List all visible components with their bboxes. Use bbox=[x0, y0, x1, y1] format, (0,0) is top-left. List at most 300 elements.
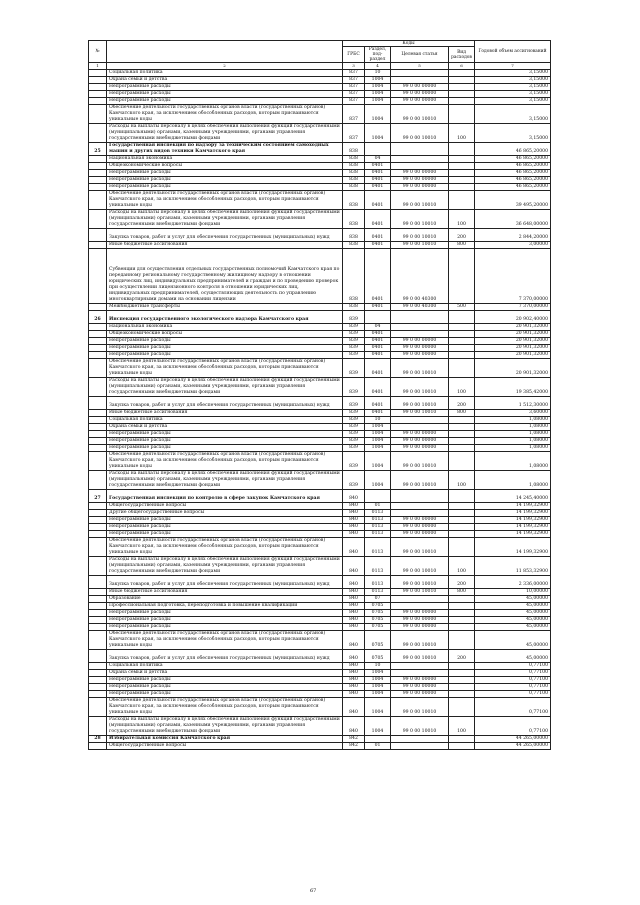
row-grbs: 838 bbox=[343, 304, 365, 311]
table-row bbox=[89, 359, 551, 378]
row-razdel: 0401 bbox=[365, 210, 391, 229]
row-target: 99 0 00 10010 bbox=[391, 397, 449, 410]
row-razdel bbox=[365, 311, 391, 324]
row-target bbox=[391, 70, 449, 77]
row-vid: 800 bbox=[449, 410, 475, 417]
row-name: Национальная экономика bbox=[107, 156, 343, 163]
row-grbs: 837 bbox=[343, 77, 365, 84]
row-sum: 1,08000 bbox=[475, 471, 551, 490]
row-number bbox=[89, 538, 107, 557]
row-grbs: 840 bbox=[343, 663, 365, 670]
row-grbs: 838 bbox=[343, 210, 365, 229]
row-grbs: 842 bbox=[343, 736, 365, 743]
row-grbs: 840 bbox=[343, 670, 365, 677]
table-row bbox=[89, 105, 551, 124]
row-number bbox=[89, 576, 107, 589]
table-row bbox=[89, 163, 551, 170]
row-vid: 500 bbox=[449, 304, 475, 311]
table-row bbox=[89, 378, 551, 397]
row-grbs: 839 bbox=[343, 410, 365, 417]
row-target: 99 0 00 00000 bbox=[391, 610, 449, 617]
row-target: 99 0 00 00000 bbox=[391, 170, 449, 177]
row-name: Непрограммные расходы bbox=[107, 677, 343, 684]
row-sum: 0,77100 bbox=[475, 677, 551, 684]
row-razdel bbox=[365, 736, 391, 743]
row-number bbox=[89, 517, 107, 524]
row-grbs: 840 bbox=[343, 650, 365, 663]
row-name: Непрограммные расходы bbox=[107, 91, 343, 98]
row-razdel: 0113 bbox=[365, 531, 391, 538]
table-row bbox=[89, 77, 551, 84]
row-number bbox=[89, 242, 107, 249]
row-grbs: 840 bbox=[343, 631, 365, 650]
row-grbs: 840 bbox=[343, 684, 365, 691]
row-name: Общегосударственные вопросы bbox=[107, 503, 343, 510]
row-vid bbox=[449, 352, 475, 359]
row-vid bbox=[449, 510, 475, 517]
row-number bbox=[89, 610, 107, 617]
row-razdel: 1004 bbox=[365, 677, 391, 684]
row-razdel: 0401 bbox=[365, 352, 391, 359]
row-target: 99 0 00 00000 bbox=[391, 677, 449, 684]
row-target: 99 0 00 00000 bbox=[391, 684, 449, 691]
table-row bbox=[89, 677, 551, 684]
row-target: 99 0 00 40300 bbox=[391, 304, 449, 311]
codes-header: Коды bbox=[343, 41, 475, 47]
row-number bbox=[89, 684, 107, 691]
row-razdel: 1004 bbox=[365, 684, 391, 691]
row-sum: 3,15000 bbox=[475, 84, 551, 91]
row-grbs: 840 bbox=[343, 717, 365, 736]
row-target bbox=[391, 603, 449, 610]
row-grbs: 842 bbox=[343, 743, 365, 750]
row-vid bbox=[449, 445, 475, 452]
row-sum: 0,77100 bbox=[475, 670, 551, 677]
row-grbs: 840 bbox=[343, 557, 365, 576]
row-name: Непрограммные расходы bbox=[107, 617, 343, 624]
row-name: Непрограммные расходы bbox=[107, 338, 343, 345]
col-name-header bbox=[107, 41, 343, 63]
row-number bbox=[89, 624, 107, 631]
table-row bbox=[89, 589, 551, 596]
table-row bbox=[89, 345, 551, 352]
row-vid bbox=[449, 517, 475, 524]
row-number bbox=[89, 397, 107, 410]
table-row bbox=[89, 471, 551, 490]
row-grbs: 838 bbox=[343, 242, 365, 249]
row-vid bbox=[449, 684, 475, 691]
row-number bbox=[89, 717, 107, 736]
row-vid: 100 bbox=[449, 717, 475, 736]
row-sum: 3,15000 bbox=[475, 98, 551, 105]
row-name: Общеэкономические вопросы bbox=[107, 163, 343, 170]
row-target: 99 0 00 10010 bbox=[391, 452, 449, 471]
row-razdel: 1004 bbox=[365, 431, 391, 438]
row-razdel: 1004 bbox=[365, 438, 391, 445]
row-name: Расходы на выплаты персоналу в целях обеспечения выполнения функций государственными (муниципальными) органами, казенными учреждениями, органами управления государственными внебюджетными фондами bbox=[107, 210, 343, 229]
row-name: Непрограммные расходы bbox=[107, 624, 343, 631]
row-name: Закупка товаров, работ и услуг для обеспечения государственных (муниципальных) нужд bbox=[107, 650, 343, 663]
row-vid bbox=[449, 624, 475, 631]
budget-table-page bbox=[88, 40, 550, 750]
row-vid bbox=[449, 98, 475, 105]
row-vid bbox=[449, 617, 475, 624]
row-target bbox=[391, 736, 449, 743]
row-razdel: 0401 bbox=[365, 331, 391, 338]
row-sum: 3,15000 bbox=[475, 70, 551, 77]
row-razdel: 1004 bbox=[365, 98, 391, 105]
row-sum: 44 265,00000 bbox=[475, 743, 551, 750]
row-name: Непрограммные расходы bbox=[107, 691, 343, 698]
row-razdel: 0401 bbox=[365, 177, 391, 184]
col-sum-header: Годовой объем ассигнований bbox=[475, 41, 551, 63]
row-grbs: 838 bbox=[343, 249, 365, 304]
row-sum: 20 901,32000 bbox=[475, 359, 551, 378]
row-number: 25 bbox=[89, 143, 107, 156]
row-vid bbox=[449, 345, 475, 352]
row-name: Государственная инспекция по контролю в сфере закупок Камчатского края bbox=[107, 490, 343, 503]
row-number bbox=[89, 229, 107, 242]
row-vid bbox=[449, 503, 475, 510]
row-razdel: 0401 bbox=[365, 378, 391, 397]
table-row bbox=[89, 324, 551, 331]
table-row bbox=[89, 84, 551, 91]
row-razdel: 0401 bbox=[365, 304, 391, 311]
row-target: 99 0 00 10010 bbox=[391, 471, 449, 490]
row-grbs: 839 bbox=[343, 352, 365, 359]
row-grbs: 839 bbox=[343, 417, 365, 424]
row-razdel: 0705 bbox=[365, 624, 391, 631]
row-target: 99 0 00 00000 bbox=[391, 338, 449, 345]
table-row bbox=[89, 736, 551, 743]
row-name: Иные бюджетные ассигнования bbox=[107, 410, 343, 417]
row-number bbox=[89, 650, 107, 663]
row-vid bbox=[449, 603, 475, 610]
table-row bbox=[89, 698, 551, 717]
row-razdel: 1004 bbox=[365, 84, 391, 91]
row-razdel: 0401 bbox=[365, 410, 391, 417]
row-name: Непрограммные расходы bbox=[107, 524, 343, 531]
col-vid-header: Вид расходов bbox=[449, 47, 475, 63]
row-number bbox=[89, 98, 107, 105]
row-number bbox=[89, 524, 107, 531]
row-target bbox=[391, 77, 449, 84]
row-razdel: 0113 bbox=[365, 538, 391, 557]
row-number bbox=[89, 596, 107, 603]
row-target: 99 0 00 10010 bbox=[391, 105, 449, 124]
row-sum: 46 865,20000 bbox=[475, 143, 551, 156]
row-razdel: 1004 bbox=[365, 91, 391, 98]
row-sum: 1 512,30000 bbox=[475, 397, 551, 410]
row-razdel: 01 bbox=[365, 503, 391, 510]
table-row bbox=[89, 229, 551, 242]
row-vid: 100 bbox=[449, 471, 475, 490]
row-target bbox=[391, 311, 449, 324]
row-vid: 200 bbox=[449, 650, 475, 663]
row-sum: 45,00000 bbox=[475, 610, 551, 617]
row-sum: 3,60000 bbox=[475, 410, 551, 417]
row-razdel bbox=[365, 143, 391, 156]
row-name: Непрограммные расходы bbox=[107, 177, 343, 184]
table-row bbox=[89, 170, 551, 177]
table-row bbox=[89, 311, 551, 324]
row-razdel: 0401 bbox=[365, 345, 391, 352]
row-number bbox=[89, 338, 107, 345]
row-razdel: 04 bbox=[365, 156, 391, 163]
row-grbs: 840 bbox=[343, 490, 365, 503]
row-sum: 46 865,20000 bbox=[475, 184, 551, 191]
row-grbs: 837 bbox=[343, 105, 365, 124]
table-row bbox=[89, 663, 551, 670]
row-name: Расходы на выплаты персоналу в целях обеспечения выполнения функций государственными (муниципальными) органами, казенными учреждениями, органами управления государственными внебюджетными фондами bbox=[107, 378, 343, 397]
row-target: 99 0 00 10010 bbox=[391, 378, 449, 397]
row-vid bbox=[449, 431, 475, 438]
row-grbs: 839 bbox=[343, 345, 365, 352]
row-vid: 100 bbox=[449, 124, 475, 143]
row-number bbox=[89, 331, 107, 338]
row-vid bbox=[449, 663, 475, 670]
row-name: Обеспечение деятельности государственных органов власти (государственных органов) Камчатского края, за исключением обособленных расходов, которым присваиваются уникальные коды bbox=[107, 105, 343, 124]
table-row bbox=[89, 352, 551, 359]
row-target bbox=[391, 163, 449, 170]
row-name: Охрана семьи и детства bbox=[107, 77, 343, 84]
row-target bbox=[391, 143, 449, 156]
table-row bbox=[89, 410, 551, 417]
row-vid: 100 bbox=[449, 378, 475, 397]
row-number bbox=[89, 84, 107, 91]
row-number bbox=[89, 438, 107, 445]
row-grbs: 840 bbox=[343, 698, 365, 717]
row-grbs: 838 bbox=[343, 156, 365, 163]
row-sum: 14 199,32900 bbox=[475, 524, 551, 531]
row-target: 99 0 00 00000 bbox=[391, 177, 449, 184]
row-sum: 3,15000 bbox=[475, 91, 551, 98]
row-target: 99 0 00 00000 bbox=[391, 98, 449, 105]
row-razdel: 0705 bbox=[365, 617, 391, 624]
row-grbs: 840 bbox=[343, 531, 365, 538]
row-sum: 45,00000 bbox=[475, 624, 551, 631]
row-name: Расходы на выплаты персоналу в целях обеспечения выполнения функций государственными (муниципальными) органами, казенными учреждениями, органами управления государственными внебюджетными фондами bbox=[107, 124, 343, 143]
row-grbs: 840 bbox=[343, 617, 365, 624]
row-number bbox=[89, 663, 107, 670]
row-number bbox=[89, 471, 107, 490]
row-target bbox=[391, 743, 449, 750]
row-number bbox=[89, 170, 107, 177]
row-number bbox=[89, 345, 107, 352]
row-razdel: 0705 bbox=[365, 631, 391, 650]
row-target: 99 0 00 00000 bbox=[391, 345, 449, 352]
row-sum: 1,08000 bbox=[475, 438, 551, 445]
row-number bbox=[89, 105, 107, 124]
col-target-header: Целевая статья bbox=[391, 47, 449, 63]
row-vid bbox=[449, 490, 475, 503]
row-target: 99 0 00 10010 bbox=[391, 410, 449, 417]
row-razdel: 0401 bbox=[365, 191, 391, 210]
row-target: 99 0 00 00000 bbox=[391, 531, 449, 538]
row-razdel: 0401 bbox=[365, 242, 391, 249]
row-name: Избирательная комиссия Камчатского края bbox=[107, 736, 343, 743]
row-target bbox=[391, 424, 449, 431]
row-sum: 1,08000 bbox=[475, 417, 551, 424]
row-number bbox=[89, 70, 107, 77]
row-name: Государственная инспекция по надзору за техническим состоянием самоходных машин и других видов техники Камчатского края bbox=[107, 143, 343, 156]
row-sum: 0,77100 bbox=[475, 684, 551, 691]
row-vid bbox=[449, 156, 475, 163]
row-vid bbox=[449, 311, 475, 324]
row-vid bbox=[449, 452, 475, 471]
row-number bbox=[89, 91, 107, 98]
table-row bbox=[89, 177, 551, 184]
table-row bbox=[89, 717, 551, 736]
row-grbs: 837 bbox=[343, 91, 365, 98]
row-number bbox=[89, 378, 107, 397]
row-number bbox=[89, 670, 107, 677]
row-grbs: 840 bbox=[343, 517, 365, 524]
row-name: Общегосударственные вопросы bbox=[107, 743, 343, 750]
row-target: 99 0 00 10010 bbox=[391, 191, 449, 210]
row-grbs: 840 bbox=[343, 603, 365, 610]
row-name: Непрограммные расходы bbox=[107, 610, 343, 617]
row-target: 99 0 00 00000 bbox=[391, 438, 449, 445]
row-razdel: 0401 bbox=[365, 163, 391, 170]
row-name: Общеэкономические вопросы bbox=[107, 331, 343, 338]
row-target: 99 0 00 40300 bbox=[391, 249, 449, 304]
row-number: 28 bbox=[89, 736, 107, 743]
row-vid bbox=[449, 177, 475, 184]
row-sum: 0,77100 bbox=[475, 663, 551, 670]
row-name: Непрограммные расходы bbox=[107, 345, 343, 352]
row-grbs: 839 bbox=[343, 331, 365, 338]
row-vid bbox=[449, 249, 475, 304]
row-razdel: 1004 bbox=[365, 445, 391, 452]
row-razdel: 0401 bbox=[365, 229, 391, 242]
row-sum: 14 245,40000 bbox=[475, 490, 551, 503]
row-vid bbox=[449, 191, 475, 210]
row-number bbox=[89, 677, 107, 684]
table-row bbox=[89, 338, 551, 345]
row-grbs: 839 bbox=[343, 338, 365, 345]
table-row bbox=[89, 304, 551, 311]
row-target: 99 0 00 10010 bbox=[391, 576, 449, 589]
row-razdel: 01 bbox=[365, 743, 391, 750]
row-vid: 800 bbox=[449, 242, 475, 249]
row-sum: 3,15000 bbox=[475, 124, 551, 143]
row-number bbox=[89, 184, 107, 191]
row-sum: 0,77100 bbox=[475, 698, 551, 717]
row-razdel: 0401 bbox=[365, 359, 391, 378]
row-grbs: 840 bbox=[343, 524, 365, 531]
table-row bbox=[89, 617, 551, 624]
table-row bbox=[89, 331, 551, 338]
row-vid: 200 bbox=[449, 229, 475, 242]
row-target: 99 0 00 00000 bbox=[391, 524, 449, 531]
table-row bbox=[89, 524, 551, 531]
table-row bbox=[89, 397, 551, 410]
row-razdel: 1004 bbox=[365, 471, 391, 490]
row-vid bbox=[449, 170, 475, 177]
row-razdel: 1004 bbox=[365, 77, 391, 84]
row-sum: 20 901,32000 bbox=[475, 324, 551, 331]
row-sum: 3,15000 bbox=[475, 105, 551, 124]
row-name: Иные бюджетные ассигнования bbox=[107, 242, 343, 249]
row-razdel: 1004 bbox=[365, 105, 391, 124]
row-name: Субвенции для осуществления отдельных государственных полномочий Камчатского края по переданному региональному государственному жилищному надзору в отношении юридических лиц, индивидуальных предпринимателей и граждан и по проведению проверок при осуществлении лицензионного контроля в отношении юридических лиц, индивидуальных предпринимателей, осуществляющих деятельность по управлению многоквартирными домами на основании лицензии bbox=[107, 249, 343, 304]
budget-table bbox=[88, 40, 551, 750]
row-name: Закупка товаров, работ и услуг для обеспечения государственных (муниципальных) нужд bbox=[107, 576, 343, 589]
row-vid bbox=[449, 610, 475, 617]
table-row bbox=[89, 91, 551, 98]
row-grbs: 837 bbox=[343, 124, 365, 143]
column-index-row: 1 2 3 4 5 6 7 bbox=[89, 63, 551, 70]
row-name: Обеспечение деятельности государственных органов власти (государственных органов) Камчатского края, за исключением обособленных расходов, которым присваиваются уникальные коды bbox=[107, 359, 343, 378]
row-grbs: 838 bbox=[343, 229, 365, 242]
row-grbs: 837 bbox=[343, 84, 365, 91]
row-name: Расходы на выплаты персоналу в целях обеспечения выполнения функций государственными (муниципальными) органами, казенными учреждениями, органами управления государственными внебюджетными фондами bbox=[107, 557, 343, 576]
row-target bbox=[391, 663, 449, 670]
row-number bbox=[89, 77, 107, 84]
row-sum: 1,08000 bbox=[475, 431, 551, 438]
row-grbs: 838 bbox=[343, 184, 365, 191]
row-razdel: 0705 bbox=[365, 603, 391, 610]
row-grbs: 840 bbox=[343, 691, 365, 698]
row-grbs: 839 bbox=[343, 324, 365, 331]
row-name: Непрограммные расходы bbox=[107, 445, 343, 452]
row-vid bbox=[449, 163, 475, 170]
table-row bbox=[89, 557, 551, 576]
row-name: Обеспечение деятельности государственных органов власти (государственных органов) Камчатского края, за исключением обособленных расходов, которым присваиваются уникальные коды bbox=[107, 698, 343, 717]
table-row bbox=[89, 242, 551, 249]
row-sum: 1,08000 bbox=[475, 424, 551, 431]
page-number: 67 bbox=[310, 888, 317, 894]
row-target: 99 0 00 10010 bbox=[391, 124, 449, 143]
row-number bbox=[89, 410, 107, 417]
row-sum: 46 865,20000 bbox=[475, 170, 551, 177]
row-razdel: 1004 bbox=[365, 717, 391, 736]
row-number bbox=[89, 177, 107, 184]
row-sum: 46 865,20000 bbox=[475, 163, 551, 170]
row-sum: 20 901,32000 bbox=[475, 338, 551, 345]
row-vid bbox=[449, 531, 475, 538]
row-sum: 20 901,32000 bbox=[475, 352, 551, 359]
row-sum: 14 199,32900 bbox=[475, 531, 551, 538]
row-grbs: 839 bbox=[343, 311, 365, 324]
row-target: 99 0 00 10010 bbox=[391, 650, 449, 663]
row-vid bbox=[449, 538, 475, 557]
table-row bbox=[89, 431, 551, 438]
row-razdel: 0113 bbox=[365, 524, 391, 531]
row-sum: 45,00000 bbox=[475, 617, 551, 624]
row-name: Социальная политика bbox=[107, 70, 343, 77]
row-target: 99 0 00 10010 bbox=[391, 631, 449, 650]
row-target: 99 0 00 00000 bbox=[391, 691, 449, 698]
row-sum: 10,00000 bbox=[475, 589, 551, 596]
row-razdel: 10 bbox=[365, 663, 391, 670]
table-row bbox=[89, 191, 551, 210]
row-target: 99 0 00 00000 bbox=[391, 617, 449, 624]
row-vid bbox=[449, 691, 475, 698]
row-target: 99 0 00 10010 bbox=[391, 557, 449, 576]
row-number bbox=[89, 589, 107, 596]
row-vid bbox=[449, 736, 475, 743]
row-name: Непрограммные расходы bbox=[107, 98, 343, 105]
row-razdel: 04 bbox=[365, 324, 391, 331]
row-sum: 45,00000 bbox=[475, 603, 551, 610]
row-grbs: 840 bbox=[343, 576, 365, 589]
row-target bbox=[391, 670, 449, 677]
table-row bbox=[89, 596, 551, 603]
row-razdel: 07 bbox=[365, 596, 391, 603]
row-name: Социальная политика bbox=[107, 417, 343, 424]
